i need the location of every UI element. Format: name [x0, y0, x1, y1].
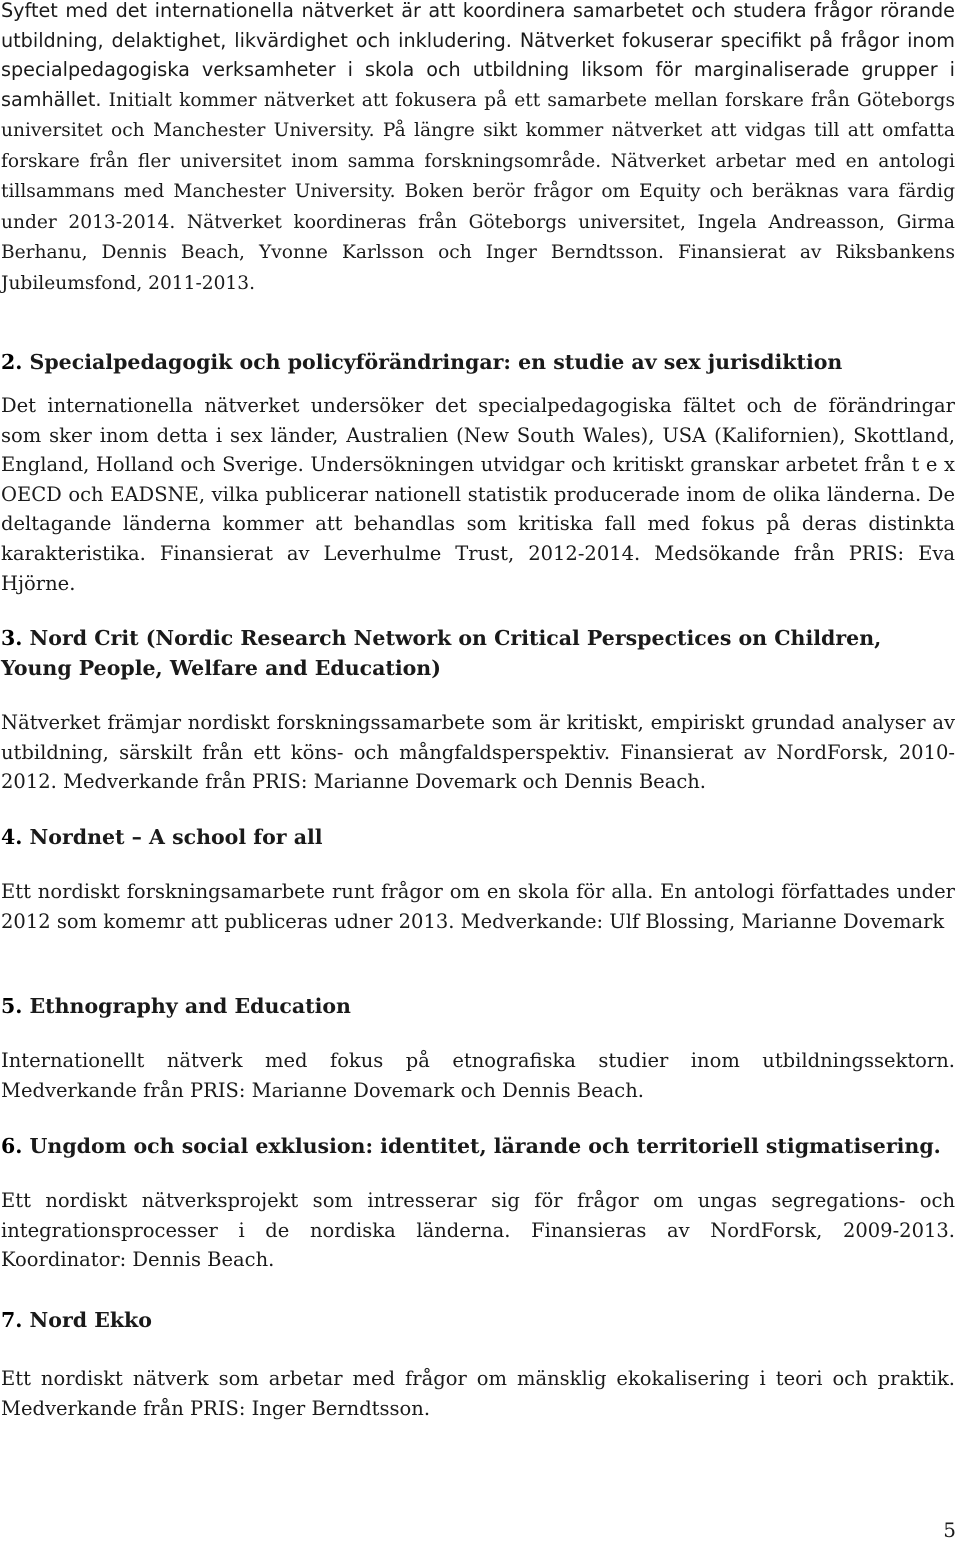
section-number: 2. [1, 350, 23, 374]
section-heading-4 [1, 822, 955, 852]
section-title: Ungdom och social exklusion: identitet, lärande och territoriell stigmatisering. [22, 1134, 941, 1158]
section-heading-3 [1, 623, 955, 683]
section-title: Specialpedagogik och policyförändringar: en studie av sex jurisdiktion [22, 350, 843, 374]
section-body-6: Ett nordiskt nätverksprojekt som intresserar sig för frågor om ungas segregations- och integrationsprocesser i de nordiska länderna. Finansieras av NordForsk, 2009-2013. Koordinator: Dennis Beach. [1, 1189, 955, 1272]
intro-paragraph [1, 0, 955, 298]
section-title: Nord Crit (Nordic Research Network on Critical Perspectices on Children, Young People, Welfare and Education) [1, 626, 882, 680]
section-number: 5. [1, 994, 23, 1018]
section-number: 7. [1, 1308, 23, 1332]
intro-sans-text: Syftet med det internationella nätverket är att koordinera samarbetet och studera frågor rörande utbildning, delaktighet, likvärdighet och inkludering. Nätverket fokuserar specifikt på frågor inom specialpedagogiska verksamheter i skola och utbildning liksom för marginaliserade grupper i samhället. [1, 0, 955, 111]
section-body-7: Ett nordiskt nätverk som arbetar med frågor om mänsklig ekokalisering i teori och praktik. Medverkande från PRIS: Inger Berndtsson. [1, 1367, 955, 1420]
section-body-4: Ett nordiskt forskningsamarbete runt frågor om en skola för alla. En antologi författades under 2012 som komemr att publiceras udner 2013. Medverkande: Ulf Blossing, Marianne Dovemark [1, 880, 955, 933]
intro-serif-text: Initialt kommer nätverket att fokusera på ett samarbete mellan forskare från Göteborgs universitet och Manchester University. På längre sikt kommer nätverket att vidgas till att omfatta forskare från fler universitet inom samma forskningsområde. Nätverket arbetar med en antologi tillsammans med Manchester University. Boken berör frågor om Equity och beräknas vara färdig under 2013-2014. Nätverket koordineras från Göteborgs universitet, Ingela Andreasson, Girma Berhanu, Dennis Beach, Yvonne Karlsson och Inger Berndtsson. Finansierat av Riksbankens Jubileumsfond, 2011-2013. [1, 89, 955, 294]
page-number: 5 [943, 1518, 956, 1542]
section-number: 3. [1, 626, 23, 650]
section-number: 6. [1, 1134, 23, 1158]
section-title: Nordnet – A school for all [22, 825, 323, 849]
section-heading-6 [1, 1131, 955, 1161]
section-title: Ethnography and Education [22, 994, 351, 1018]
section-title: Nord Ekko [22, 1308, 152, 1332]
section-body-2: Det internationella nätverket undersöker det specialpedagogiska fältet och de förändringar som sker inom detta i sex länder, Australien (New South Wales), USA (Kalifornien), Skottland, England, Holland och Sverige. Undersökningen utvidgar och kritiskt granskar arbetet från t e x OECD och EADSNE, vilka publicerar nationell statistik producerade inom de olika länderna. De deltagande länderna kommer att behandlas som kritiska fall med fokus på deras distinkta karakteristika. Finansierat av Leverhulme Trust, 2012-2014. Medsökande från PRIS: Eva Hjörne. [1, 394, 955, 595]
section-number: 4. [1, 825, 23, 849]
section-body-3: Nätverket främjar nordiskt forskningssamarbete som är kritiskt, empiriskt grundad analyser av utbildning, särskilt från ett köns- och mångfaldsperspektiv. Finansierat av NordForsk, 2010-2012. Medverkande från PRIS: Marianne Dovemark och Dennis Beach. [1, 711, 955, 794]
section-heading-2 [1, 347, 955, 377]
section-body-5: Internationellt nätverk med fokus på etnografiska studier inom utbildningssektorn. Medverkande från PRIS: Marianne Dovemark och Dennis Beach. [1, 1049, 955, 1102]
section-heading-5 [1, 991, 955, 1021]
section-heading-7 [1, 1305, 955, 1335]
